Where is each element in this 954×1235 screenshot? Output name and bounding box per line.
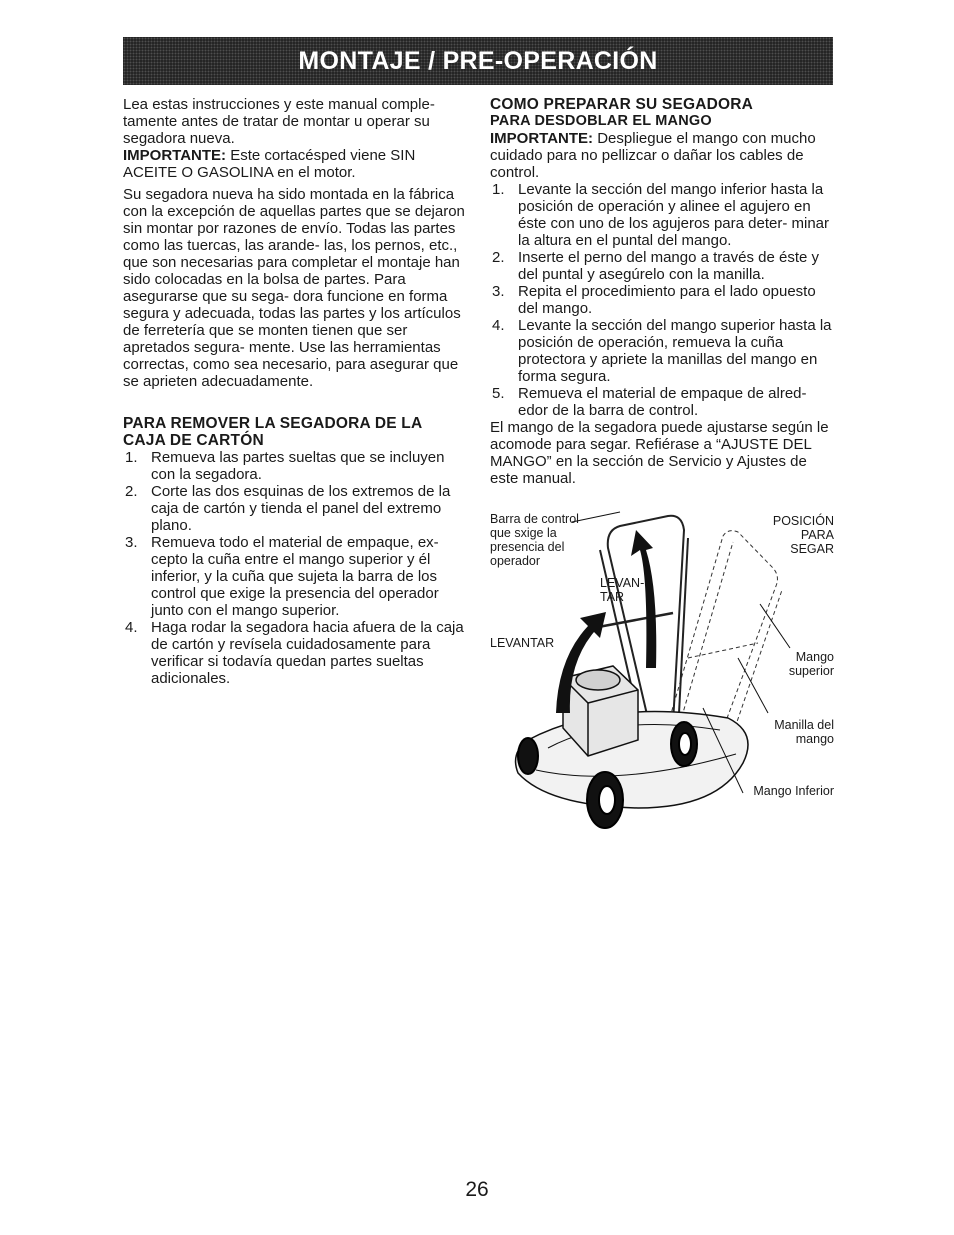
- operating-position-label: POSICIÓN PARA SEGAR: [772, 514, 834, 556]
- step-text: Remueva el material de empaque de alred- edor de la barra de control.: [518, 385, 807, 419]
- step-text: Levante la sección del mango inferior hasta la posición de operación y alinee el agujero en éste con uno de los agujeros para deter- minar la altura en el puntal del mango.: [518, 181, 830, 249]
- section-title: MONTAJE / PRE-OPERACIÓN: [298, 46, 658, 75]
- important-label: IMPORTANTE:: [490, 130, 594, 147]
- step-text: Corte las dos esquinas de los extremos de la caja de cartón y tienda el panel del extremo plano.: [151, 483, 451, 534]
- step-number: 1.: [492, 181, 505, 198]
- list-item: [123, 449, 468, 483]
- important-note: [123, 147, 468, 181]
- list-item: [490, 385, 835, 419]
- upper-handle-label: Mango superior: [788, 650, 834, 678]
- step-text: Haga rodar la segadora hacia afuera de la caja de cartón y revísela cuidadosamente para verificar si todavía quedan partes sueltas adicionales.: [151, 619, 464, 687]
- mower-handle-figure: [488, 508, 838, 838]
- prepare-heading: COMO PREPARAR SU SEGADORA: [490, 96, 754, 113]
- step-number: 4.: [492, 317, 505, 334]
- page-number: 26: [465, 1178, 489, 1201]
- unfold-steps-list: [490, 181, 835, 419]
- handle-knob-label: Manilla del mango: [774, 718, 834, 746]
- list-item: [490, 181, 835, 249]
- remove-heading: PARA REMOVER LA SEGADORA DE LA CAJA DE CARTÓN: [123, 415, 422, 449]
- right-column: [490, 96, 835, 487]
- step-number: 2.: [125, 483, 138, 500]
- list-item: [123, 534, 468, 619]
- step-text: Remueva las partes sueltas que se incluyen con la segadora.: [151, 449, 445, 483]
- list-item: [490, 283, 835, 317]
- step-text: Levante la sección del mango superior hasta la posición de operación, remueva la cuña protectora y apriete la manillas del mango en forma segura.: [518, 317, 832, 385]
- step-number: 3.: [125, 534, 138, 551]
- section-banner: [123, 37, 833, 85]
- step-text: Remueva todo el material de empaque, ex- cepto la cuña entre el mango superior y él inferior, y la cuña que sujeta la barra de los control que exige la presencia del operador junto con el mango superior.: [151, 534, 439, 619]
- intro-paragraph: Lea estas instrucciones y este manual comple- tamente antes de tratar de montar u operar su segadora nueva.: [123, 96, 435, 147]
- list-item: [490, 249, 835, 283]
- list-item: [123, 483, 468, 534]
- important-note: [490, 130, 835, 181]
- list-item: [123, 619, 468, 687]
- lower-handle-label: Mango Inferior: [753, 784, 834, 798]
- list-item: [490, 317, 835, 385]
- important-text: Este cortacésped viene SIN ACEITE O GASOLINA en el motor.: [123, 147, 416, 181]
- important-label: IMPORTANTE:: [123, 147, 227, 164]
- remove-steps-list: [123, 449, 468, 687]
- left-column: [123, 96, 468, 687]
- important-text: Despliegue el mango con mucho cuidado para no pellizcar o dañar los cables de control.: [490, 130, 816, 181]
- step-number: 2.: [492, 249, 505, 266]
- lift-lower-label: LEVANTAR: [490, 636, 555, 650]
- adjust-paragraph: El mango de la segadora puede ajustarse según le acomode para segar. Refiérase a “AJUSTE DEL MANGO” en la sección de Servicio y Ajustes de este manual.: [490, 419, 829, 487]
- lift-upper-label: LEVAN- TAR: [600, 576, 645, 604]
- step-number: 5.: [492, 385, 505, 402]
- step-number: 3.: [492, 283, 505, 300]
- assembly-paragraph: Su segadora nueva ha sido montada en la fábrica con la excepción de aquellas partes que se dejaron sin montar por razones de envío. Todas las partes como las tuercas, las arande- las, los pernos, etc., que son necesarias para completar el montaje han sido colocadas en la bolsa de partes. Para asegurarse que su sega- dora funcione en forma segura y adecuada, todas las partes y los artículos de ferretería que se monten tienen que ser apretados segura- mente. Use las herramientas correctas, como sea necesario, para asegurar que se aprieten adecuadamente.: [123, 186, 465, 390]
- step-text: Repita el procedimiento para el lado opuesto del mango.: [518, 283, 816, 317]
- step-text: Inserte el perno del mango a través de éste y del puntal y asegúrelo con la manilla.: [518, 249, 820, 283]
- unfold-subheading: PARA DESDOBLAR EL MANGO: [490, 113, 712, 129]
- control-bar-label: Barra de control que sxige la presencia del operador: [490, 512, 579, 568]
- step-number: 1.: [125, 449, 138, 466]
- step-number: 4.: [125, 619, 138, 636]
